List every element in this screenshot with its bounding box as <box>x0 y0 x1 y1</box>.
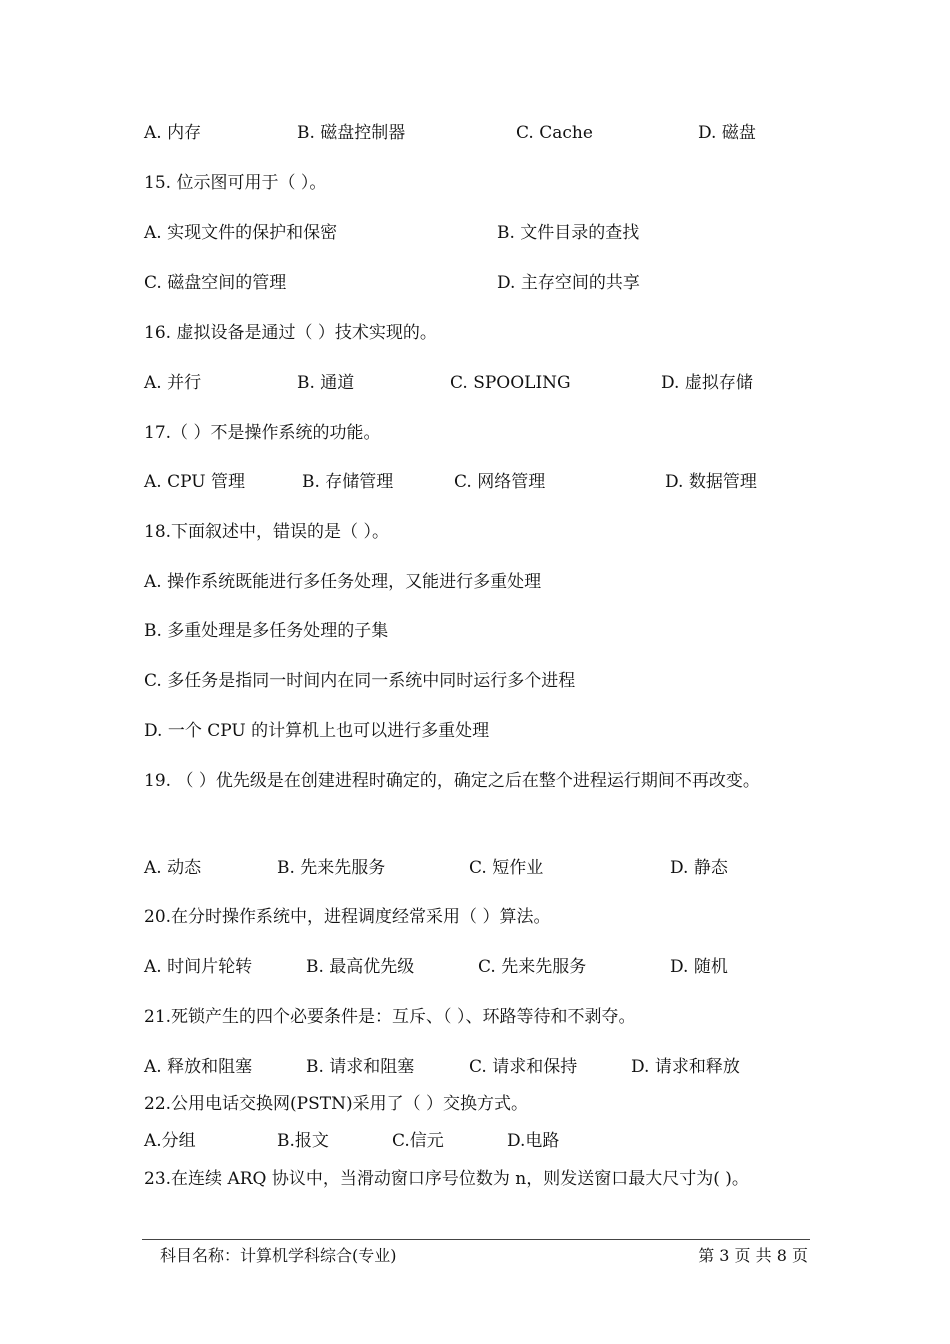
q23-stem: 23.在连续 ARQ 协议中，当滑动窗口序号位数为 n，则发送窗口最大尺寸为( )。 <box>144 1169 749 1189</box>
q15-option-b: B. 文件目录的查找 <box>497 223 640 243</box>
q16-option-d: D. 虚拟存储 <box>661 373 753 393</box>
q20-stem: 20.在分时操作系统中，进程调度经常采用（ ）算法。 <box>144 907 551 927</box>
q17-stem: 17.（ ）不是操作系统的功能。 <box>144 423 381 443</box>
q19-option-a: A. 动态 <box>144 858 202 878</box>
footer-subject: 科目名称：计算机学科综合(专业) <box>160 1246 397 1265</box>
q19-stem: 19. （ ）优先级是在创建进程时确定的，确定之后在整个进程运行期间不再改变。 <box>144 771 760 791</box>
q22-option-a: A.分组 <box>144 1131 196 1151</box>
footer-page-number: 第 3 页 共 8 页 <box>698 1246 808 1265</box>
q16-stem: 16. 虚拟设备是通过（ ）技术实现的。 <box>144 323 437 343</box>
q15-option-c: C. 磁盘空间的管理 <box>144 273 287 293</box>
q15-option-a: A. 实现文件的保护和保密 <box>144 223 338 243</box>
q20-option-a: A. 时间片轮转 <box>144 957 253 977</box>
q18-stem: 18.下面叙述中，错误的是（ ）。 <box>144 522 389 542</box>
q22-option-c: C.信元 <box>392 1131 444 1151</box>
q14-option-d: D. 磁盘 <box>698 123 756 143</box>
q14-option-b: B. 磁盘控制器 <box>297 123 406 143</box>
q22-option-b: B.报文 <box>277 1131 329 1151</box>
q20-option-d: D. 随机 <box>670 957 728 977</box>
q22-stem: 22.公用电话交换网(PSTN)采用了（ ）交换方式。 <box>144 1094 529 1114</box>
q21-stem: 21.死锁产生的四个必要条件是：互斥、（ ）、环路等待和不剥夺。 <box>144 1007 636 1027</box>
q18-option-c: C. 多任务是指同一时间内在同一系统中同时运行多个进程 <box>144 671 576 691</box>
q18-option-d: D. 一个 CPU 的计算机上也可以进行多重处理 <box>144 721 490 741</box>
q17-option-b: B. 存储管理 <box>302 472 394 492</box>
q18-option-b: B. 多重处理是多任务处理的子集 <box>144 621 389 641</box>
q17-option-d: D. 数据管理 <box>665 472 757 492</box>
q20-option-c: C. 先来先服务 <box>478 957 587 977</box>
q21-option-b: B. 请求和阻塞 <box>306 1057 415 1077</box>
q16-option-b: B. 通道 <box>297 373 355 393</box>
q15-option-d: D. 主存空间的共享 <box>497 273 640 293</box>
q14-option-c: C. Cache <box>516 123 593 143</box>
q19-option-c: C. 短作业 <box>469 858 544 878</box>
q21-option-a: A. 释放和阻塞 <box>144 1057 253 1077</box>
q19-option-d: D. 静态 <box>670 858 728 878</box>
footer-divider <box>142 1239 810 1240</box>
q17-option-c: C. 网络管理 <box>454 472 546 492</box>
q17-option-a: A. CPU 管理 <box>144 472 245 492</box>
q14-option-a: A. 内存 <box>144 123 202 143</box>
q21-option-d: D. 请求和释放 <box>631 1057 740 1077</box>
q21-option-c: C. 请求和保持 <box>469 1057 578 1077</box>
q22-option-d: D.电路 <box>507 1131 560 1151</box>
q16-option-c: C. SPOOLING <box>450 373 571 393</box>
q19-option-b: B. 先来先服务 <box>277 858 386 878</box>
q16-option-a: A. 并行 <box>144 373 202 393</box>
q18-option-a: A. 操作系统既能进行多任务处理，又能进行多重处理 <box>144 572 542 592</box>
q15-stem: 15. 位示图可用于（ ）。 <box>144 173 327 193</box>
q20-option-b: B. 最高优先级 <box>306 957 415 977</box>
